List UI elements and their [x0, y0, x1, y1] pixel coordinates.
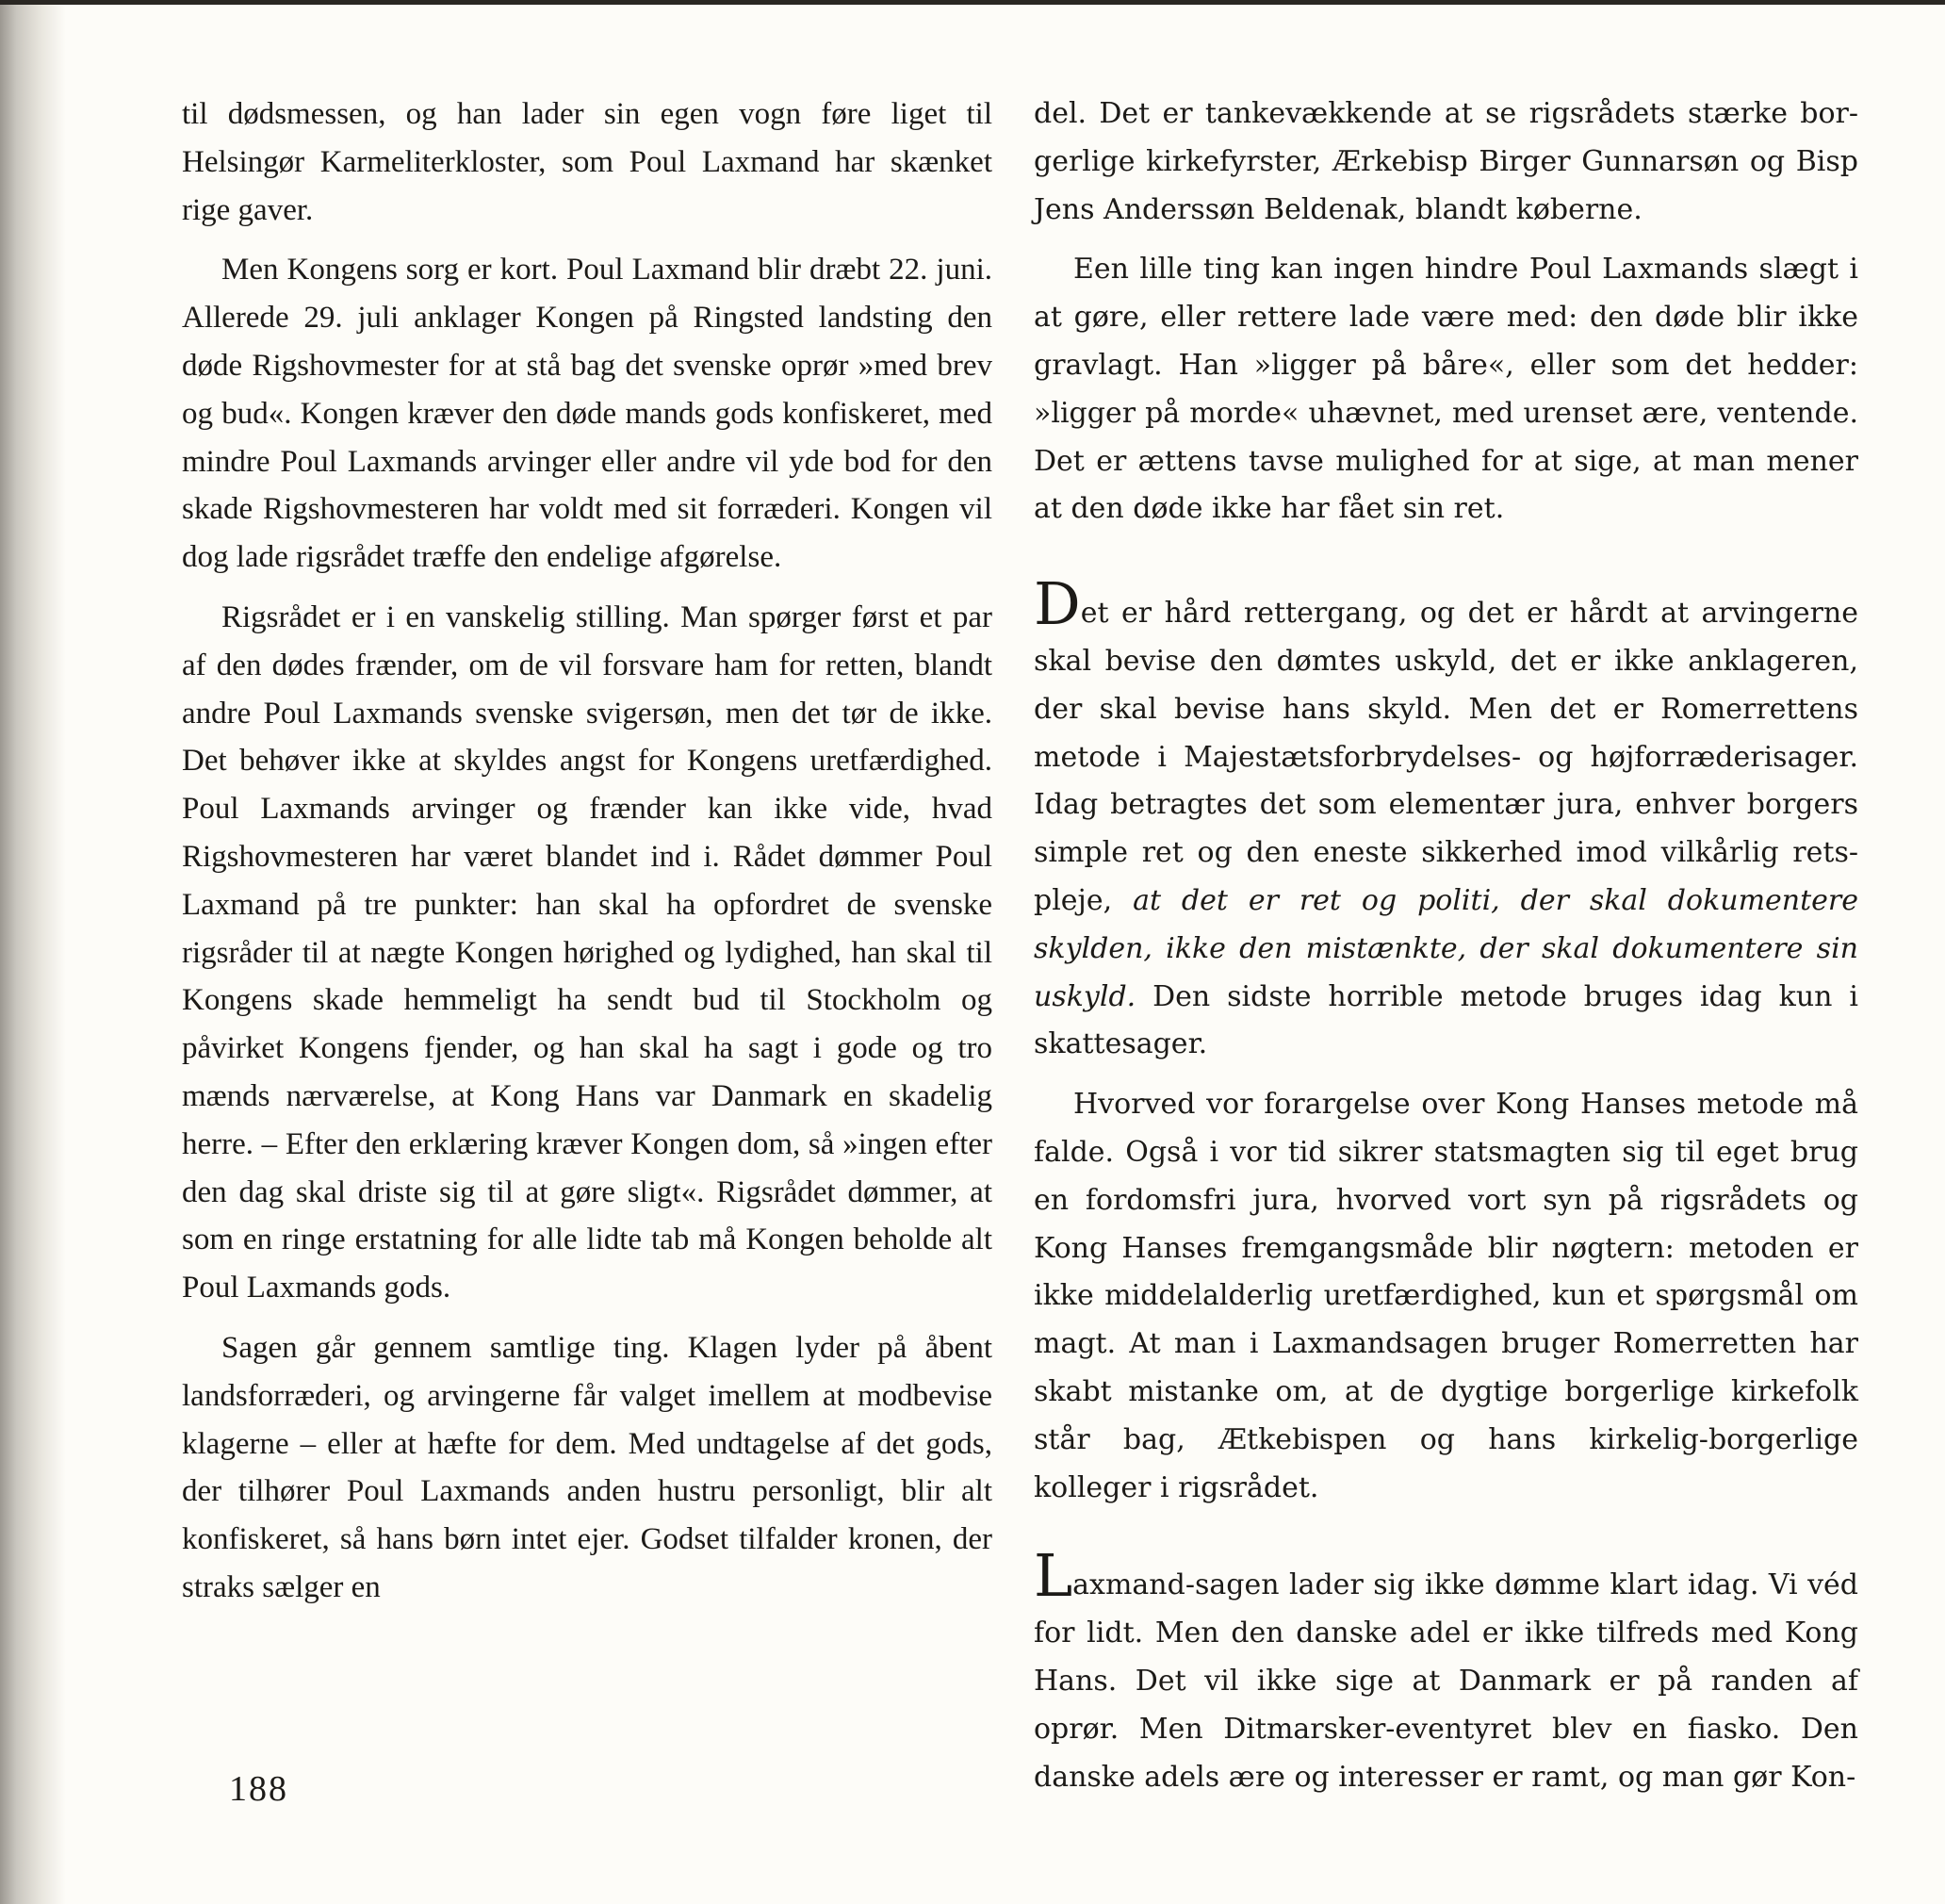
page-number: 188	[229, 1769, 288, 1809]
paragraph-text: Den sidste horrible metode bruges idag kun i skattesager.	[1034, 979, 1858, 1061]
paragraph: del. Det er tankevækkende at se rigsrådets stærke borgerlige kirkefyrster, Ærkebisp Birger Gunnarsøn og Bisp Jens Anderssøn Beldenak, blandt køberne.	[1034, 97, 1858, 226]
right-column	[1034, 90, 1858, 1801]
left-column	[182, 90, 992, 1612]
paragraph: Een lille ting kan ingen hindre Poul Laxmands slægt i at gøre, eller rettere lade være med: den døde blir ikke gravlagt. Han »ligger på båre«, eller som det hedder: »ligger på morde« uhævnet, med urenset ære, ventende. Det er ættens tavse mulighed for at sige, at man mener at den døde ikke har fået sin ret.	[1034, 253, 1858, 526]
paragraph: Hvorved vor forargelse over Kong Hanses metode må falde. Også i vor tid sikrer statsmagten sig til eget brug en fordomsfri jura, hvorved vort syn på rigsrådets og Kong Hanses fremgangsmåde blir nøgtern: metoden er ikke middelalderlig uretfærdighed, kun et spørgsmål om magt. At man i Laxmandsagen bruger Romerretten har skabt mistanke om, at de dygtige borgerlige kirkefolk står bag, Ætkebispen og hans kirkelig-borgerlige kolleger i rigsrådet.	[1034, 1088, 1858, 1504]
drop-initial: L	[1034, 1541, 1073, 1611]
top-border	[0, 0, 1945, 5]
paragraph-text: et er hård rettergang, og det er hårdt at arvingerne skal bevise den dømtes uskyld, det er ikke anklageren, der skal bevise hans skyld. Men det er Romerrettens metode i Majestætsforbrydelses- og højforræderisager. Idag betragtes det som elementær jura, enhver borgers simple ret og den eneste sikkerhed imod vilkårlig retspleje,	[1034, 597, 1858, 917]
paragraph-text: axmand-sagen lader sig ikke dømme klart idag. Vi véd for lidt. Men den danske adel er ikke tilfreds med Kong Hans. Det vil ikke sige at Danmark er på randen af oprør. Men Ditmarsker-eventyret blev en fiasko. Den danske adels ære og interesser er ramt, og man gør Kon-	[1034, 1568, 1858, 1794]
italic-emphasis: at det er ret og politi, der skal dokumentere skylden, ikke den mistænkte, der skal dokumentere sin uskyld.	[1034, 883, 1858, 1013]
paragraph: til dødsmessen, og han lader sin egen vogn føre liget til Helsingør Karmeliterkloster, som Poul Laxmand har skænket rige gaver.	[182, 97, 992, 227]
paragraph: Rigsrådet er i en vanskelig stilling. Man spørger først et par af den dødes frænder, om de vil forsvare ham for retten, blandt andre Poul Laxmands svenske svigersøn, men det tør de ikke. Det behøver ikke at skyldes angst for Kongens uretfærdighed. Poul Laxmands arvinger og frænder kan ikke vide, hvad Rigshovmesteren har været blandet ind i. Rådet dømmer Poul Laxmand på tre punkter: han skal ha opfordret de svenske rigsråder til at nægte Kongen hørighed og lydighed, han skal til Kongens skade hemmeligt ha sendt bud til Stockholm og påvirket Kongens fjender, og han skal ha sagt i gode og tro mænds nærværelse, at Kong Hans var Danmark en skadelig herre. – Efter den erklæring kræver Kongen dom, så »ingen efter den dag skal driste sig til at gøre sligt«. Rigsrådet dømmer, at som en ringe erstatning for alle lidte tab må Kongen beholde alt Poul Laxmands gods.	[182, 599, 992, 1305]
section-paragraph	[1034, 1541, 1858, 1801]
drop-initial: D	[1034, 569, 1081, 639]
paragraph: Men Kongens sorg er kort. Poul Laxmand blir dræbt 22. juni. Allerede 29. juli anklager Kongen på Ringsted landsting den døde Rigshovmester for at stå bag det svenske oprør »med brev og bud«. Kongen kræver den døde mands gods konfiskeret, med mindre Poul Laxmands arvinger eller andre vil yde bod for den skade Rigshovmesteren har voldt med sit forræderi. Kongen vil dog lade rigsrådet træffe den endelige afgørelse.	[182, 253, 992, 575]
paragraph: Sagen går gennem samtlige ting. Klagen lyder på åbent landsforræderi, og arvingerne får valget imellem at modbevise klagerne – eller at hæfte for dem. Med undtagelse af det gods, der tilhører Poul Laxmands anden hustru personligt, blir alt konfiskeret, så hans børn intet ejer. Godset tilfalder kronen, der straks sælger en	[182, 1330, 992, 1604]
book-spine-shadow	[0, 0, 66, 1904]
section-paragraph	[1034, 569, 1858, 1069]
